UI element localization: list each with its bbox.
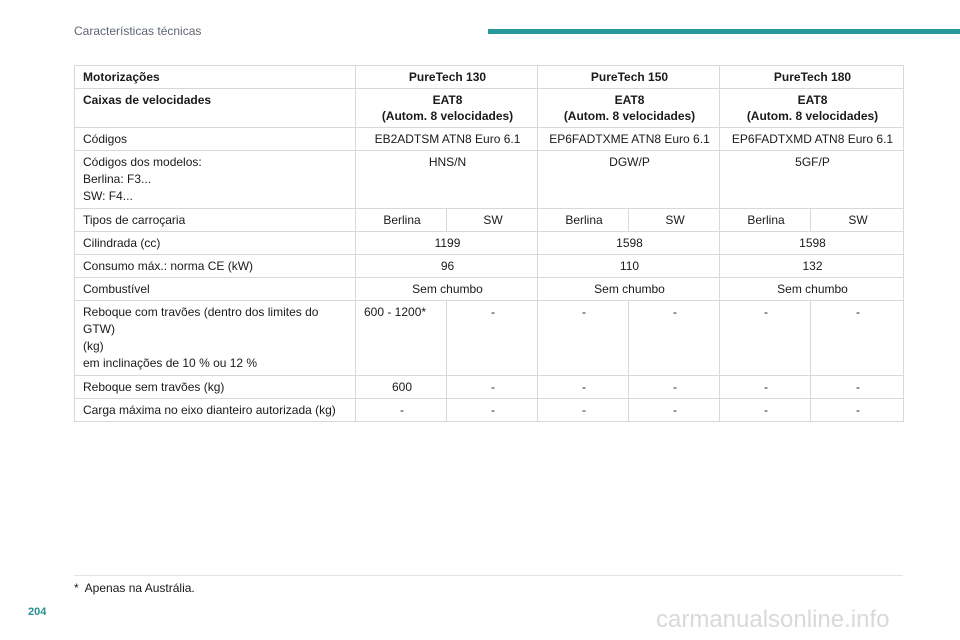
body-type-cell: Berlina: [538, 209, 629, 232]
displacement-cell: 1199: [356, 232, 538, 255]
gearbox-name: EAT8: [432, 93, 463, 107]
header-cell-puretech-130: PureTech 130: [356, 66, 538, 89]
front-axle-cell: -: [447, 399, 538, 422]
header-cell-engines: Motorizações: [75, 66, 356, 89]
body-type-cell: SW: [629, 209, 720, 232]
row-label: [75, 151, 356, 209]
table-row-braked-towing: [75, 301, 904, 376]
code-cell: EP6FADTXME ATN8 Euro 6.1: [538, 128, 720, 151]
table-row-gearbox: [75, 89, 904, 128]
row-label: Combustível: [75, 278, 356, 301]
braked-tow-cell: -: [811, 301, 904, 376]
body-type-cell: SW: [447, 209, 538, 232]
unbraked-tow-cell: -: [720, 376, 811, 399]
braked-tow-cell: 600 - 1200*: [356, 301, 447, 376]
table-row-fuel: [75, 278, 904, 301]
row-label: Caixas de velocidades: [75, 89, 356, 128]
consumption-cell: 96: [356, 255, 538, 278]
gearbox-description: (Autom. 8 velocidades): [563, 109, 696, 123]
front-axle-cell: -: [356, 399, 447, 422]
fuel-cell: Sem chumbo: [356, 278, 538, 301]
row-label: Tipos de carroçaria: [75, 209, 356, 232]
gearbox-description: (Autom. 8 velocidades): [746, 109, 879, 123]
table-row-consumption: [75, 255, 904, 278]
front-axle-cell: -: [538, 399, 629, 422]
code-cell: EP6FADTXMD ATN8 Euro 6.1: [720, 128, 904, 151]
row-label-line: em inclinações de 10 % ou 12 %: [83, 356, 258, 370]
table-row-model-codes: [75, 151, 904, 209]
row-label-line: (kg): [83, 339, 104, 353]
watermark: carmanualsonline.info: [656, 606, 890, 633]
fuel-cell: Sem chumbo: [720, 278, 904, 301]
gearbox-cell: [538, 89, 720, 128]
front-axle-cell: -: [811, 399, 904, 422]
model-code-cell: DGW/P: [538, 151, 720, 209]
header-accent-bar: [488, 29, 960, 34]
code-cell: EB2ADTSM ATN8 Euro 6.1: [356, 128, 538, 151]
table-row-body-types: [75, 209, 904, 232]
braked-tow-cell: -: [629, 301, 720, 376]
unbraked-tow-cell: 600: [356, 376, 447, 399]
table-row-displacement: [75, 232, 904, 255]
gearbox-description: (Autom. 8 velocidades): [381, 109, 514, 123]
table-row-front-axle-load: [75, 399, 904, 422]
fuel-cell: Sem chumbo: [538, 278, 720, 301]
gearbox-name: EAT8: [614, 93, 645, 107]
row-label: Reboque sem travões (kg): [75, 376, 356, 399]
row-label-line: SW: F4...: [83, 189, 133, 203]
row-label-line: Códigos dos modelos:: [83, 155, 202, 169]
specifications-table: [74, 65, 904, 422]
body-type-cell: Berlina: [720, 209, 811, 232]
table-header-row: [75, 66, 904, 89]
unbraked-tow-cell: -: [811, 376, 904, 399]
displacement-cell: 1598: [720, 232, 904, 255]
header-cell-puretech-180: PureTech 180: [720, 66, 904, 89]
gearbox-name: EAT8: [797, 93, 828, 107]
displacement-cell: 1598: [538, 232, 720, 255]
unbraked-tow-cell: -: [629, 376, 720, 399]
unbraked-tow-cell: -: [538, 376, 629, 399]
front-axle-cell: -: [720, 399, 811, 422]
model-code-cell: 5GF/P: [720, 151, 904, 209]
model-code-cell: HNS/N: [356, 151, 538, 209]
braked-tow-cell: -: [538, 301, 629, 376]
consumption-cell: 110: [538, 255, 720, 278]
front-axle-cell: -: [629, 399, 720, 422]
footnote-mark: *: [74, 581, 79, 595]
table-row-codes: [75, 128, 904, 151]
braked-tow-cell: -: [447, 301, 538, 376]
header-cell-puretech-150: PureTech 150: [538, 66, 720, 89]
consumption-cell: 132: [720, 255, 904, 278]
table-row-unbraked-towing: [75, 376, 904, 399]
gearbox-cell: [720, 89, 904, 128]
section-title: Características técnicas: [74, 24, 202, 38]
row-label: Carga máxima no eixo dianteiro autorizada (kg): [75, 399, 356, 422]
gearbox-cell: [356, 89, 538, 128]
body-type-cell: SW: [811, 209, 904, 232]
body-type-cell: Berlina: [356, 209, 447, 232]
footnote-text: Apenas na Austrália.: [84, 581, 195, 595]
row-label: [75, 301, 356, 376]
footnote: [74, 581, 195, 595]
row-label-line: Reboque com travões (dentro dos limites do GTW): [83, 305, 319, 336]
row-label: Códigos: [75, 128, 356, 151]
braked-tow-cell: -: [720, 301, 811, 376]
page-number: 204: [28, 606, 47, 618]
row-label: Consumo máx.: norma CE (kW): [75, 255, 356, 278]
row-label: Cilindrada (cc): [75, 232, 356, 255]
row-label-line: Berlina: F3...: [83, 172, 152, 186]
unbraked-tow-cell: -: [447, 376, 538, 399]
footnote-divider: [74, 575, 903, 576]
